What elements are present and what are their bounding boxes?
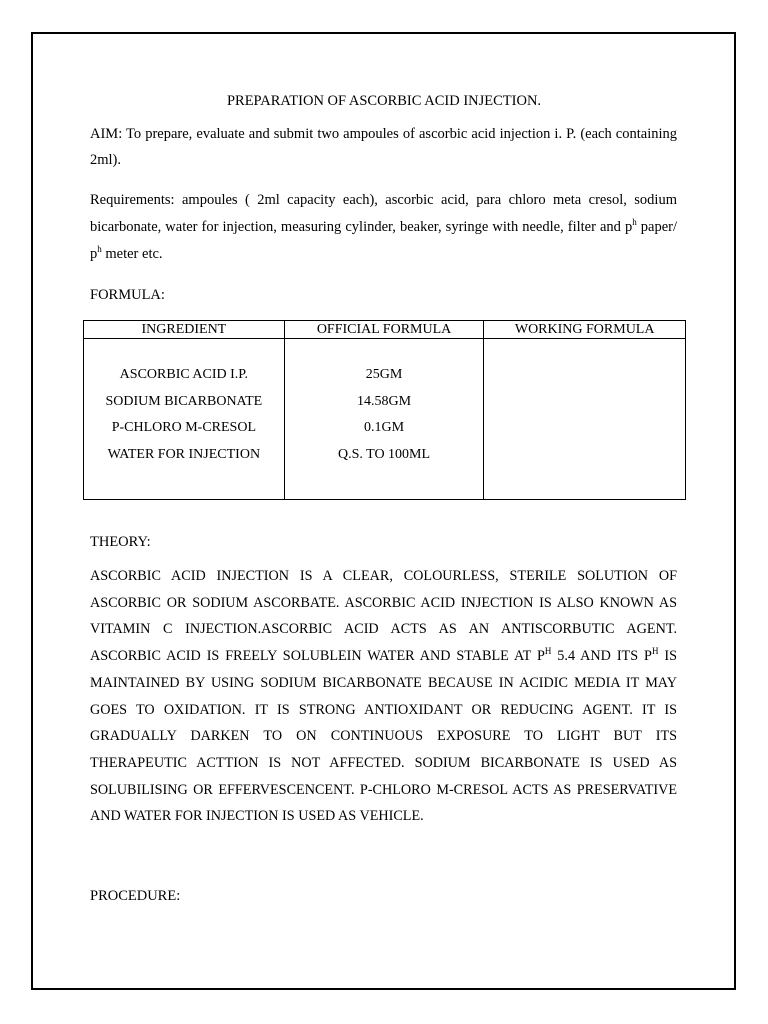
ph-superscript: h <box>632 217 637 227</box>
procedure-heading: PROCEDURE: <box>90 888 181 904</box>
theory-paragraph <box>90 563 677 830</box>
header-ingredient: INGREDIENT <box>84 321 285 339</box>
table-row <box>84 339 686 500</box>
official-formula-cell: 0.1GM <box>364 420 405 435</box>
aim-paragraph: AIM: To prepare, evaluate and submit two ampoules of ascorbic acid injection i. P. (each containing 2ml). <box>90 126 677 168</box>
ingredient-cell: P-CHLORO M-CRESOL <box>111 420 256 435</box>
working-formula-column <box>484 339 686 500</box>
formula-table <box>83 320 686 500</box>
ingredient-cell: WATER FOR INJECTION <box>107 446 261 462</box>
requirements-paragraph <box>90 187 677 268</box>
ph-superscript: h <box>97 244 102 254</box>
theory-heading: THEORY: <box>90 534 151 550</box>
official-formula-cell: 14.58GM <box>357 393 412 409</box>
header-working-formula: WORKING FORMULA <box>484 321 686 339</box>
page-border <box>31 32 736 990</box>
document-title: PREPARATION OF ASCORBIC ACID INJECTION. <box>226 93 542 109</box>
official-formula-cell: 25GM <box>365 367 403 382</box>
ph-superscript: H <box>544 646 552 657</box>
formula-heading: FORMULA: <box>90 287 165 303</box>
ingredient-column <box>84 339 285 500</box>
ph-superscript: H <box>651 646 659 657</box>
header-official-formula: OFFICIAL FORMULA <box>284 321 484 339</box>
table-header-row <box>84 321 686 339</box>
theory-text-3: IS MAINTAINED BY USING SODIUM BICARBONATE BECAUSE IN ACIDIC MEDIA IT MAY GOES TO OXIDATION. IT IS STRONG ANTIOXIDANT OR REDUCING AGENT. IT IS GRADUALLY DARKEN TO ON CONTINUOUS EXPOSURE TO LIGHT BUT ITS THERAPEUTIC ACTTION IS NOT AFFECTED. SODIUM BICARBONATE IS USED AS SOLUBILISING OR EFFERVESCENCENT. P-CHLORO M-CRESOL ACTS AS PRESERVATIVE AND WATER FOR INJECTION IS USED AS VEHICLE. <box>90 648 677 825</box>
requirements-text-2: paper/ p <box>90 219 677 262</box>
theory-text-1: ASCORBIC ACID INJECTION IS A CLEAR, COLOURLESS, STERILE SOLUTION OF ASCORBIC OR SODIUM ASCORBATE. ASCORBIC ACID INJECTION IS ALSO KNOWN AS VITAMIN C INJECTION.ASCORBIC ACID ACTS AS AN ANTISCORBUTIC AGENT. ASCORBIC ACID IS FREELY SOLUBLEIN WATER AND STABLE AT P <box>90 568 677 665</box>
ingredient-cell: ASCORBIC ACID I.P. <box>119 367 249 382</box>
ingredient-cell: SODIUM BICARBONATE <box>105 393 263 409</box>
requirements-text-1: Requirements: ampoules ( 2ml capacity each), ascorbic acid, para chloro meta cresol, sodium bicarbonate, water for injection, measuring cylinder, beaker, syringe with needle, filter and p <box>90 192 677 235</box>
official-formula-column <box>284 339 484 500</box>
official-formula-cell: Q.S. TO 100ML <box>338 446 431 462</box>
theory-text-2: 5.4 AND ITS P <box>551 648 652 665</box>
requirements-text-3: meter etc. <box>101 246 163 262</box>
